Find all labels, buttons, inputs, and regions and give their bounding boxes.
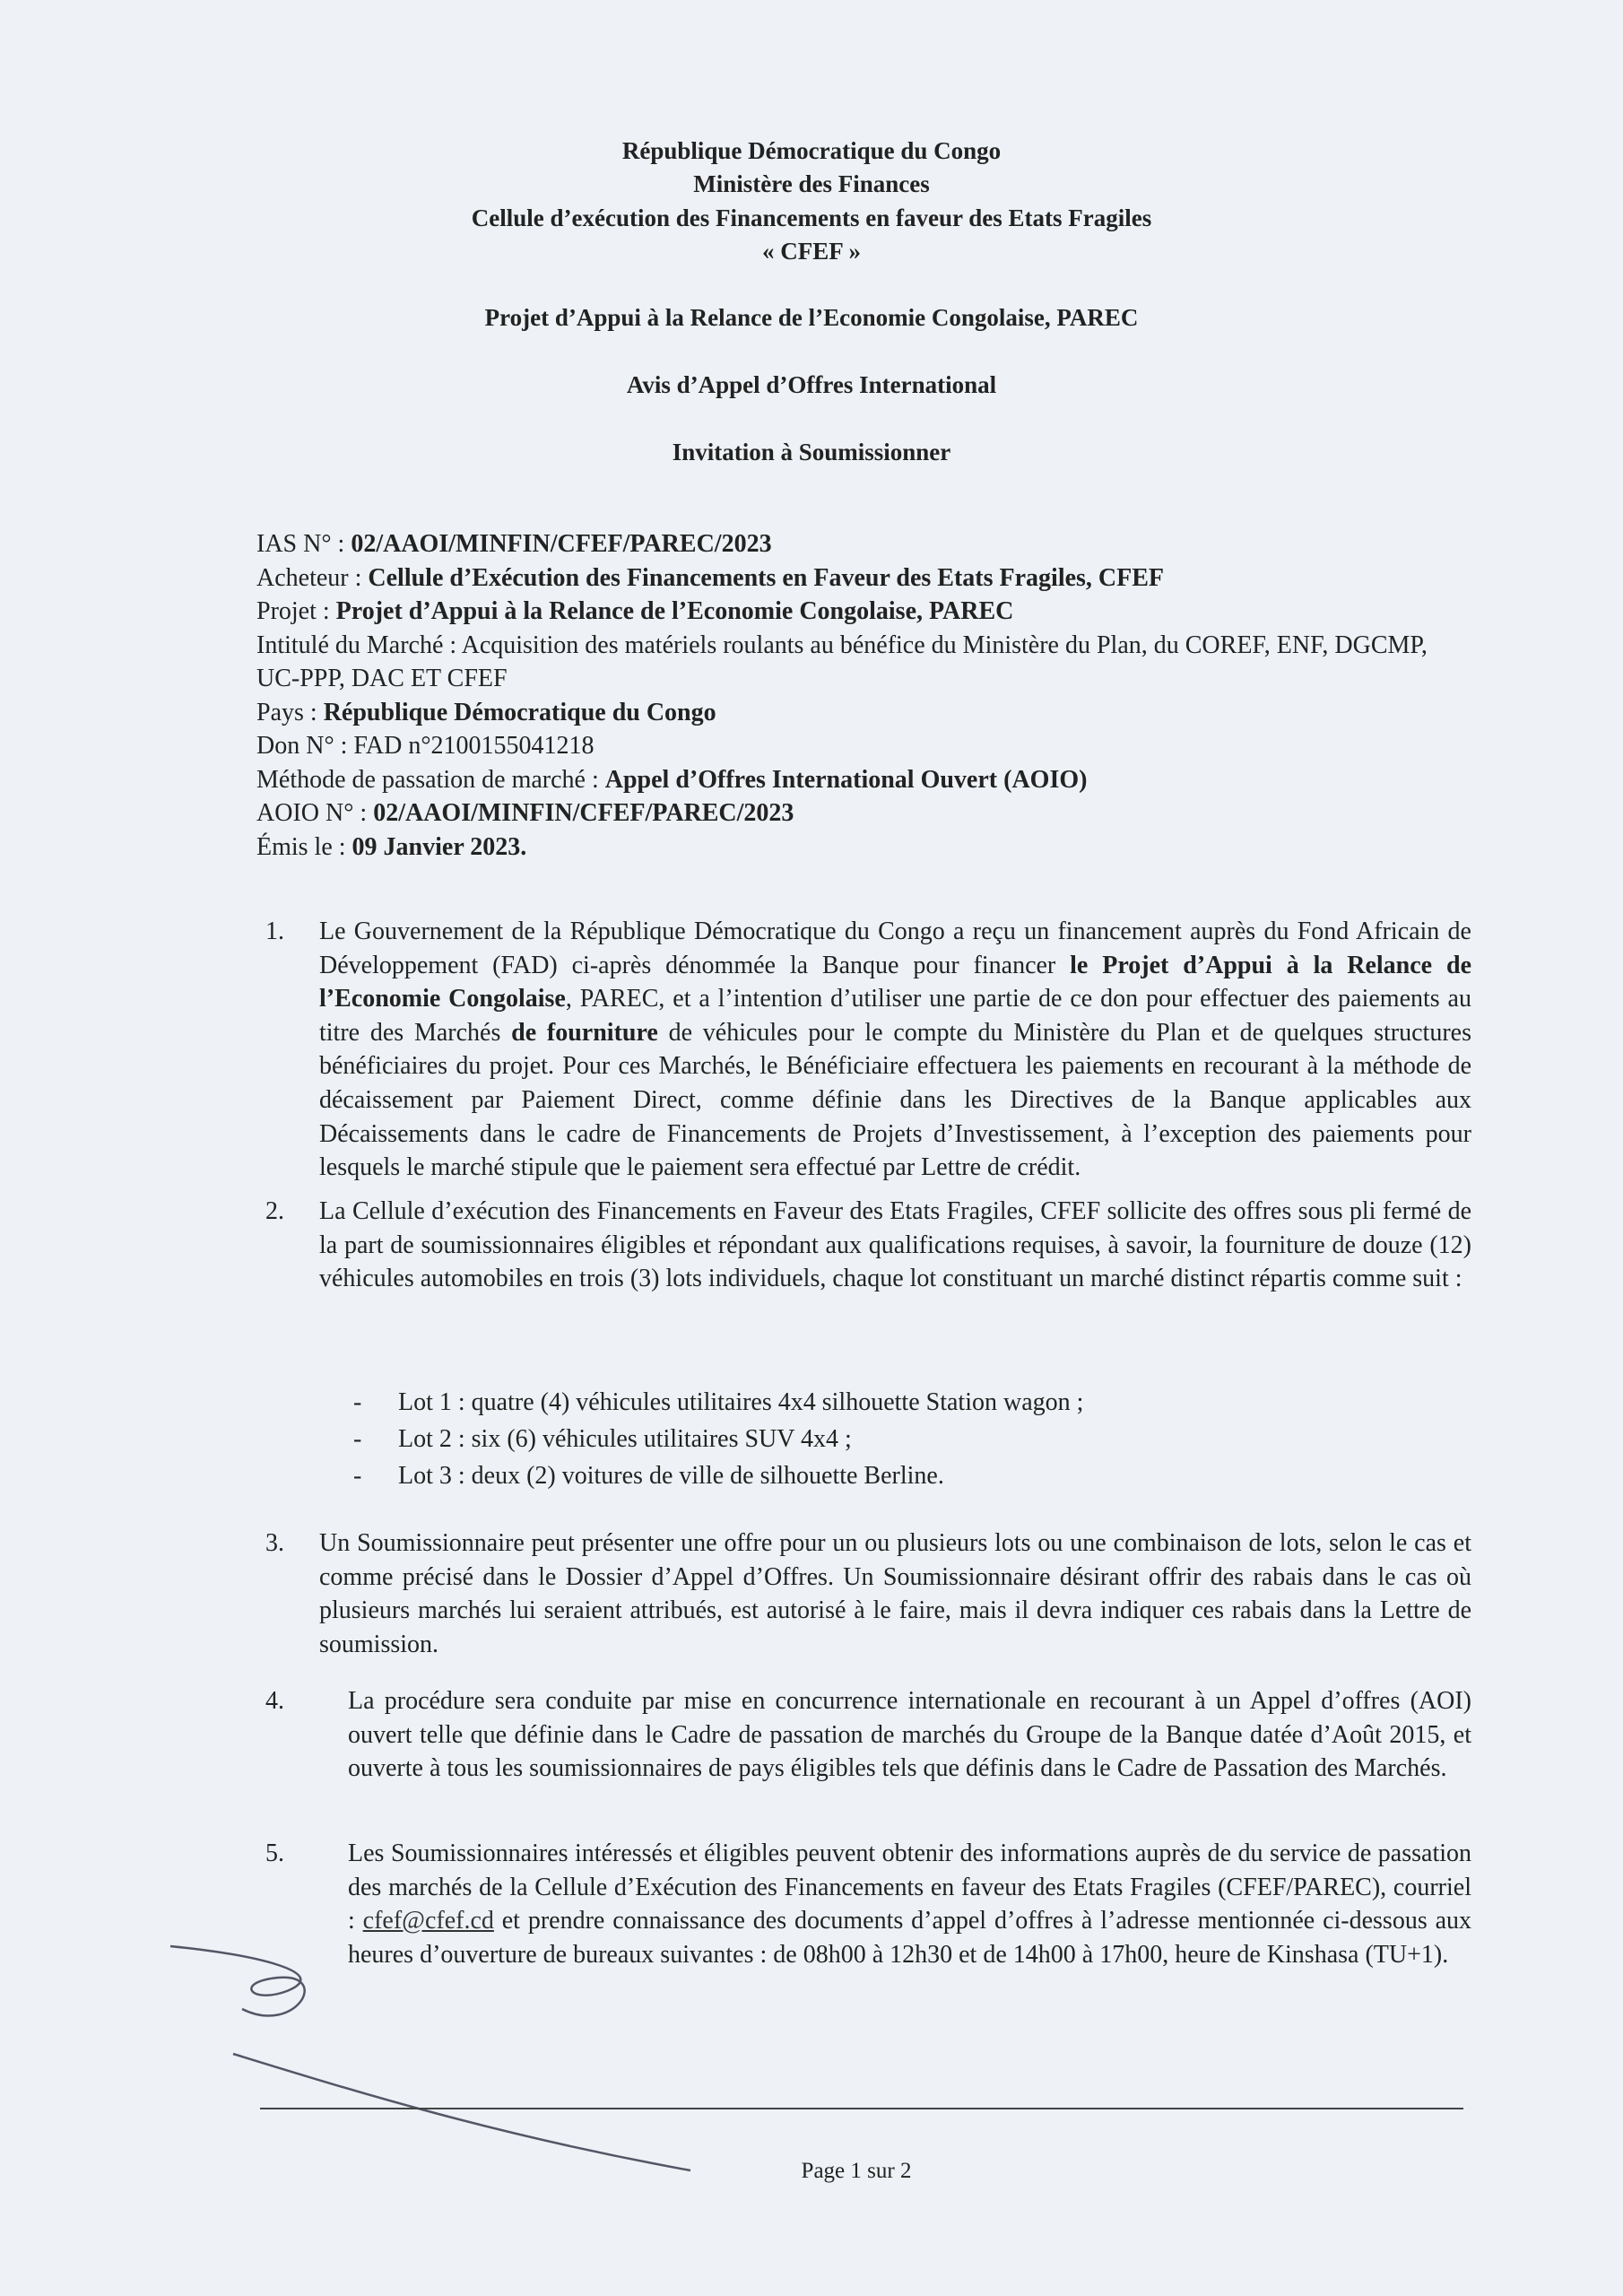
invitation-title: Invitation à Soumissionner <box>672 439 951 465</box>
info-block <box>256 527 1476 864</box>
header-cell: Cellule d’exécution des Financements en faveur des Etats Fragiles <box>471 204 1152 231</box>
email-link[interactable]: cfef@cfef.cd <box>362 1907 494 1935</box>
lot-list <box>353 1384 1083 1494</box>
paragraph-5: 5. Les Soumissionnaires intéressés et éligibles peuvent obtenir des informations auprès de du service de passation des marchés de la Cellule d’Exécution des Financements en faveur des Etats Fragiles (CFEF/PAREC), courriel : cfef@cfef.cd et prendre connaissance des documents d’appel d’offres à l’adresse mentionnée ci-dessous aux heures d’ouverture de bureaux suivantes : de 08h00 à 12h30 et de 14h00 à 17h00, heure de Kinshasa (TU+1). <box>265 1839 1472 1969</box>
paragraph-3: 3. Un Soumissionnaire peut présenter une offre pour un ou plusieurs lots ou une combinaison de lots, selon le cas et comme précisé dans le Dossier d’Appel d’Offres. Un Soumissionnaire désirant offrir des rabais dans le cas où plusieurs marchés lui seraient attribués, est autorisé à le faire, mais il devra indiquer ces rabais dans la Lettre de soumission. <box>265 1529 1471 1658</box>
paragraph-2: 2. La Cellule d’exécution des Financements en Faveur des Etats Fragiles, CFEF sollicite des offres sous pli fermé de la part de soumissionnaires éligibles et répondant aux qualifications requises, à savoir, la fourniture de douze (12) véhicules automobiles en trois (3) lots individuels, chaque lot constituant un marché distinct répartis comme suit : <box>265 1197 1471 1293</box>
lot-item: - Lot 1 : quatre (4) véhicules utilitaires 4x4 silhouette Station wagon ; <box>353 1384 1083 1421</box>
info-project: Projet : Projet d’Appui à la Relance de l’Economie Congolaise, PAREC <box>256 597 1014 625</box>
lot-item: - Lot 3 : deux (2) voitures de ville de silhouette Berline. <box>353 1457 1083 1494</box>
page-number: Page 1 sur 2 <box>801 2159 912 2183</box>
footer-rule <box>260 2108 1463 2109</box>
signature-scribble <box>152 1928 726 2179</box>
notice-title: Avis d’Appel d’Offres International <box>626 371 997 398</box>
info-date: Émis le : 09 Janvier 2023. <box>256 832 527 861</box>
lot-item: - Lot 2 : six (6) véhicules utilitaires SUV 4x4 ; <box>353 1421 1083 1457</box>
info-country: Pays : République Démocratique du Congo <box>256 698 716 726</box>
paragraph-4: 4. La procédure sera conduite par mise en concurrence internationale en recourant à un Appel d’offres (AOI) ouvert telle que définie dans le Cadre de passation de marchés du Groupe de la Banque datée d’Août 2015, et ouverte à tous les soumissionnaires de pays éligibles tels que définis dans le Cadre de Passation des Marchés. <box>265 1687 1471 1783</box>
info-ias: IAS N° : 02/AAOI/MINFIN/CFEF/PAREC/2023 <box>256 530 772 558</box>
header-ministry: Ministère des Finances <box>693 170 930 197</box>
info-buyer: Acheteur : Cellule d’Exécution des Financements en Faveur des Etats Fragiles, CFEF <box>256 563 1165 592</box>
header-acronym: « CFEF » <box>762 238 861 265</box>
info-aoio: AOIO N° : 02/AAOI/MINFIN/CFEF/PAREC/2023 <box>256 799 794 827</box>
header-project: Projet d’Appui à la Relance de l’Economie Congolaise, PAREC <box>484 304 1139 331</box>
paragraph-1: 1. Le Gouvernement de la République Démocratique du Congo a reçu un financement auprès du Fond Africain de Développement (FAD) ci-après dénommée la Banque pour financer le Projet d’Appui à la Relance de l’Economie Congolaise, PAREC, et a l’intention d’utiliser une partie de ce don pour effectuer des paiements au titre des Marchés de fourniture de véhicules pour le compte du Ministère du Plan et de quelques structures bénéficiaires du projet. Pour ces Marchés, le Bénéficiaire effectuera les paiements en recourant à la méthode de décaissement par Paiement Direct, comme définie dans les Directives de la Banque applicables aux Décaissements dans le cadre de Financements de Projets d’Investissement, à l’exception des paiements pour lesquels le marché stipule que le paiement sera effectué par Lettre de crédit. <box>265 918 1471 1182</box>
header-country: République Démocratique du Congo <box>621 137 1002 164</box>
info-title: Intitulé du Marché : Acquisition des matériels roulants au bénéfice du Ministère du Plan, du COREF, ENF, DGCMP, UC-PPP, DAC ET CFEF <box>256 631 1428 692</box>
info-grant: Don N° : FAD n°2100155041218 <box>256 732 595 760</box>
info-method: Méthode de passation de marché : Appel d’Offres International Ouvert (AOIO) <box>256 765 1088 794</box>
